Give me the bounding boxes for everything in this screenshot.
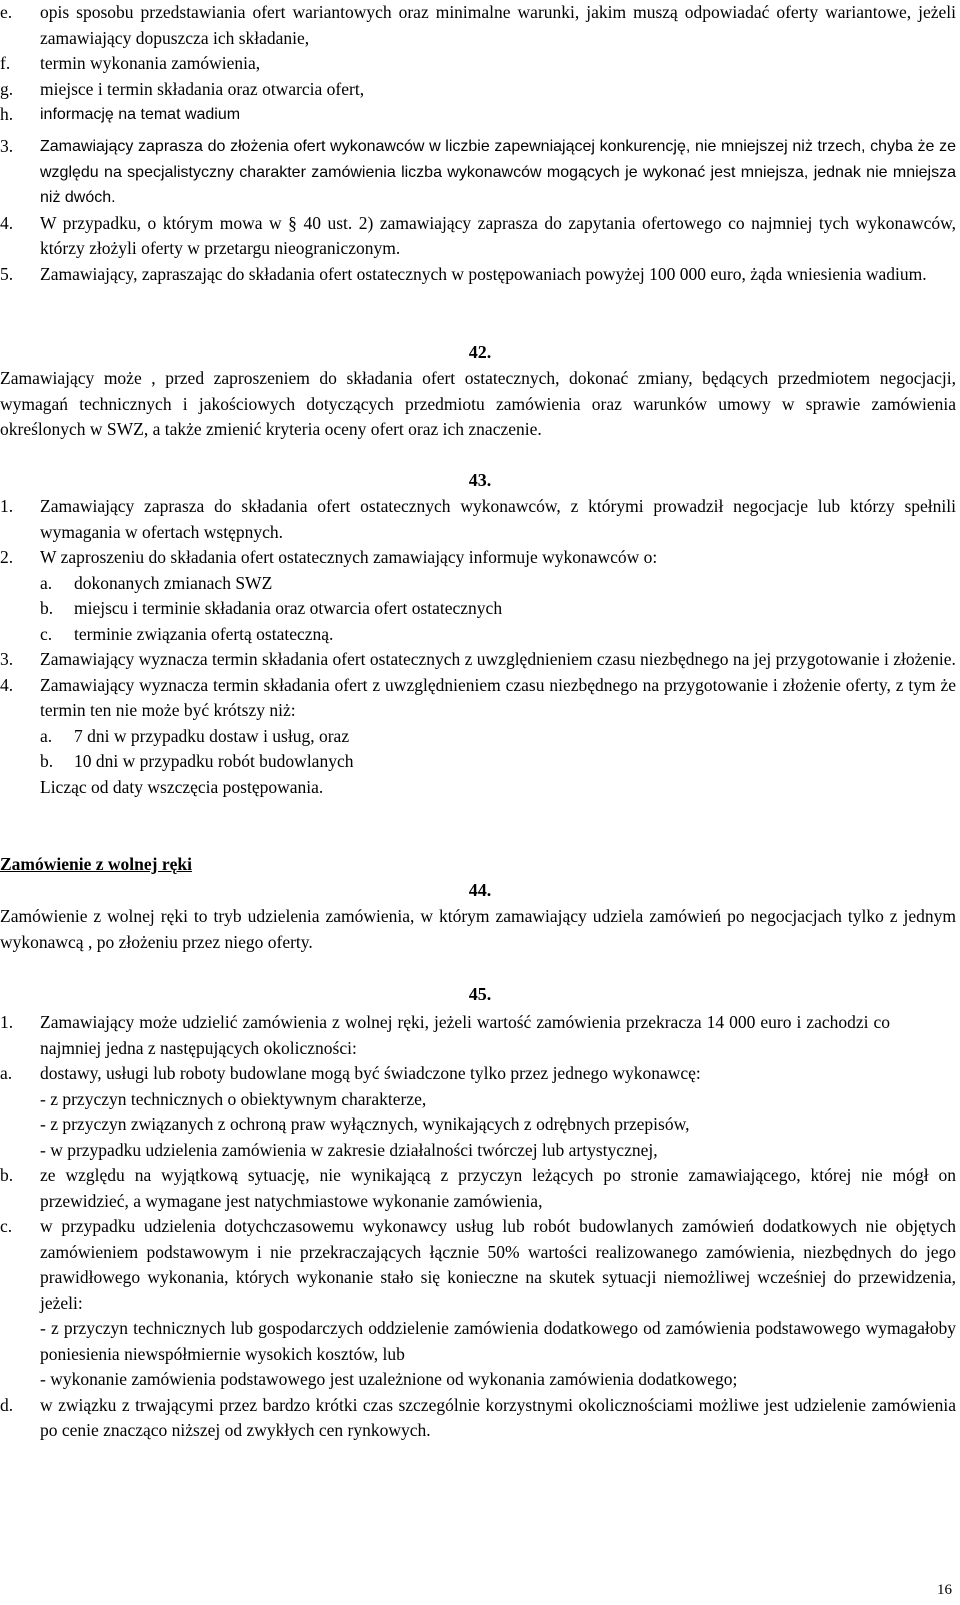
- item-text: 10 dni w przypadku robót budowlanych: [74, 751, 354, 771]
- item-text: termin wykonania zamówienia,: [40, 53, 261, 73]
- paragraph: Licząc od daty wszczęcia postępowania.: [40, 776, 324, 797]
- item-label: g.: [0, 78, 14, 99]
- item-label: 2.: [0, 547, 14, 567]
- section-heading: Zamówienie z wolnej ręki: [0, 854, 192, 874]
- item-label: 3.: [0, 136, 14, 156]
- item-label: d.: [0, 1394, 14, 1415]
- section-43-body: [0, 494, 960, 800]
- item-text: W zaproszeniu do składania ofert ostatecznych zamawiający informuje wykonawców o:: [40, 547, 658, 567]
- item-label: a.: [40, 572, 53, 593]
- item-text: miejscu i terminie składania oraz otwarcia ofert ostatecznych: [74, 598, 503, 618]
- item-text: opis sposobu przedstawiania ofert wariantowych oraz minimalne warunki, jakim muszą odpowiadać oferty wariantowe, jeżeli zamawiający dopuszcza ich składanie,: [40, 2, 956, 48]
- item-label: f.: [0, 53, 11, 73]
- item-text: W przypadku, o którym mowa w § 40 ust. 2) zamawiający zaprasza do zapytania ofertowego co najmniej tych wykonawców, którzy złożyli oferty w przetargu nieograniczonym.: [40, 212, 956, 258]
- section-number: 44.: [468, 880, 492, 900]
- item-text: w związku z trwającymi przez bardzo krótki czas szczególnie korzystnymi okolicznościami możliwe jest udzielenie zamówienia po cenie znacząco niższej od zwykłych cen rynkowych.: [40, 1394, 956, 1440]
- section-45-body: [0, 1010, 960, 1444]
- list-item: [0, 102, 960, 128]
- list-item: [0, 0, 960, 51]
- item-label: b.: [40, 751, 54, 771]
- list-item: [0, 134, 960, 211]
- list-item: [0, 211, 960, 262]
- item-label: b.: [0, 1165, 14, 1185]
- list-item: [0, 77, 960, 103]
- item-text: Zamawiający wyznacza termin składania ofert ostatecznych z uwzględnieniem czasu niezbędnego na jej przygotowanie i złożenie.: [40, 649, 956, 669]
- list-item: [0, 262, 960, 288]
- section-44-text: Zamówienie z wolnej ręki to tryb udzielenia zamówienia, w którym zamawiający udziela zamówień po negocjacjach tylko z jednym wykonawcą , po złożeniu przez niego oferty.: [0, 906, 956, 952]
- item-label: 1.: [0, 496, 14, 516]
- item-text: 7 dni w przypadku dostaw i usług, oraz: [74, 725, 350, 746]
- section-41-points: [0, 134, 960, 287]
- sub-item: [0, 1163, 960, 1214]
- page-number: 16: [937, 1582, 952, 1598]
- list-item: [0, 51, 960, 77]
- item-text: terminie związania ofertą ostateczną.: [74, 623, 334, 644]
- item-label: 3.: [0, 649, 14, 669]
- list-item: [0, 1010, 960, 1061]
- list-item: [0, 647, 960, 673]
- section-42-text: Zamawiający może , przed zaproszeniem do składania ofert ostatecznych, dokonać zmiany, będących przedmiotem negocjacji, wymagań technicznych i jakościowych dotyczących przedmiotu zamówienia oraz warunków umowy w sprawie zamówienia określonych w SWZ, a także zmienić kryteria oceny ofert oraz ich znaczenie.: [0, 368, 956, 439]
- sub-item: [40, 724, 960, 750]
- item-label: 5.: [0, 263, 14, 284]
- sub-item: [40, 571, 960, 597]
- item-label: e.: [0, 2, 13, 22]
- item-text: Zamawiający zaprasza do składania ofert ostatecznych wykonawców, z którymi prowadził negocjacje lub którzy spełnili wymagania w ofertach wstępnych.: [40, 496, 956, 542]
- list-item: [0, 545, 960, 571]
- item-text: miejsce i termin składania oraz otwarcia ofert,: [40, 78, 365, 99]
- item-text: Zamawiający, zapraszając do składania ofert ostatecznych w postępowaniach powyżej 100 000 euro, żąda wniesienia wadium.: [40, 263, 927, 284]
- item-label: 1.: [0, 1012, 14, 1032]
- sub-item: [40, 596, 960, 622]
- sub-item: [0, 1061, 960, 1087]
- dash-item: - w przypadku udzielenia zamówienia w zakresie działalności twórczej lub artystycznej,: [40, 1139, 658, 1160]
- item-text: Zamawiający może udzielić zamówienia z wolnej ręki, jeżeli wartość zamówienia przekracza 14 000 euro i zachodzi co najmniej jedna z następujących okoliczności:: [40, 1012, 890, 1058]
- list-item: [0, 494, 960, 545]
- section-number: 43.: [468, 470, 492, 490]
- item-text: dostawy, usługi lub roboty budowlane mogą być świadczone tylko przez jednego wykonawcę:: [40, 1063, 701, 1083]
- sub-item: [0, 1393, 960, 1444]
- item-label: a.: [40, 725, 53, 746]
- dash-item: - z przyczyn związanych z ochroną praw wyłącznych, wynikających z odrębnych przepisów,: [40, 1114, 690, 1134]
- item-label: h.: [0, 104, 14, 124]
- item-text: w przypadku udzielenia dotychczasowemu wykonawcy usług lub robót budowlanych zamówień dodatkowych nie objętych zamówieniem podstawowym i nie przekraczających łącznie 50% wartości realizowanego zamówienia, niezbędnych do jego prawidłowego wykonania, których wykonanie stało się konieczne na skutek sytuacji niemożliwej wcześniej do przewidzenia, jeżeli:: [40, 1216, 956, 1313]
- section-number: 42.: [468, 342, 492, 362]
- dash-item: - z przyczyn technicznych lub gospodarczych oddzielenie zamówienia dodatkowego od zamówienia podstawowego wymagałoby poniesienia niewspółmiernie wysokich kosztów, lub: [40, 1318, 956, 1364]
- item-label: c.: [0, 1216, 13, 1236]
- item-label: c.: [40, 623, 53, 644]
- item-text: ze względu na wyjątkową sytuację, nie wynikającą z przyczyn leżących po stronie zamawiającego, której nie mógł on przewidzieć, a wymagane jest natychmiastowe wykonanie zamówienia,: [40, 1165, 956, 1211]
- dash-item: - z przyczyn technicznych o obiektywnym charakterze,: [40, 1088, 427, 1109]
- sub-item: [40, 749, 960, 775]
- list-top-items: [0, 0, 960, 128]
- item-text: Zamawiający wyznacza termin składania ofert z uwzględnieniem czasu niezbędnego na przygotowanie i złożenie oferty, z tym że termin ten nie może być krótszy niż:: [40, 674, 956, 720]
- item-label: a.: [0, 1063, 13, 1083]
- item-text: Zamawiający zaprasza do złożenia ofert wykonawców w liczbie zapewniającej konkurencję, nie mniejszej niż trzech, chyba że ze względu na specjalistyczny charakter zamówienia liczba wykonawców mogących je wykonać jest mniejsza, jednak nie mniejsza niż dwóch.: [40, 138, 956, 206]
- item-text: informację na temat wadium: [40, 106, 241, 123]
- item-label: 4.: [0, 674, 14, 695]
- item-text: dokonanych zmianach SWZ: [74, 572, 273, 593]
- dash-item: - wykonanie zamówienia podstawowego jest uzależnione od wykonania zamówienia dodatkowego;: [40, 1369, 738, 1389]
- list-item: [0, 673, 960, 724]
- sub-item: [40, 622, 960, 648]
- item-label: b.: [40, 598, 54, 618]
- sub-item: [0, 1214, 960, 1316]
- item-label: 4.: [0, 212, 14, 233]
- section-number: 45.: [468, 984, 492, 1004]
